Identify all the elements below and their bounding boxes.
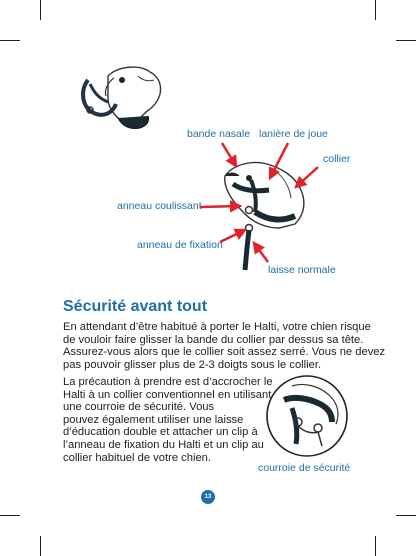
paragraph-1 <box>63 321 386 371</box>
arrow-laniere-de-joue <box>270 143 288 178</box>
strap-caption: courroie de sécurité <box>258 462 351 474</box>
paragraph-2-line: La précaution à prendre est d’accrocher le <box>63 376 273 388</box>
paragraph-1-line: pas pouvoir glisser plus de 2-3 doigts sous le collier. <box>63 358 322 371</box>
paragraph-2-line: pouvez également utiliser une laisse <box>63 413 244 426</box>
arrow-laisse-normale <box>254 243 268 262</box>
paragraph-2-line: une courroie de sécurité. Vous <box>63 401 215 414</box>
paragraph-1-line: de vouloir faire glisser la bande du collier par dessus sa tête. <box>63 333 364 346</box>
page-number-badge: 13 <box>201 490 215 504</box>
paragraph-2 <box>63 376 273 464</box>
arrow-anneau-coulissant <box>200 206 240 207</box>
paragraph-2-line: Halti à un collier conventionnel en utilisant <box>63 388 272 401</box>
label-bande-nasale: bande nasale <box>187 128 251 140</box>
paragraph-1-line: Assurez-vous alors que le collier soit assez serré. Vous ne devez <box>63 346 386 359</box>
safety-strap-illustration <box>262 374 352 458</box>
label-laniere-de-joue: lanière de joue <box>259 128 328 140</box>
label-anneau-de-fixation: anneau de fixation <box>137 239 223 251</box>
section-heading: Sécurité avant tout <box>63 298 208 315</box>
paragraph-2-line: l’anneau de fixation du Halti et un clip au <box>63 438 264 451</box>
arrow-anneau-de-fixation <box>220 230 245 242</box>
label-laisse-normale: laisse normale <box>268 264 336 276</box>
arrow-collier <box>296 167 318 187</box>
paragraph-2-line: collier habituel de votre chien. <box>63 451 212 464</box>
label-anneau-coulissant: anneau coulissant <box>117 200 202 212</box>
paragraph-1-line: En attendant d’être habitué à porter le Halti, votre chien risque <box>63 321 371 333</box>
label-collier: collier <box>323 153 351 165</box>
paragraph-2-line: d’éducation double et attacher un clip à <box>63 426 258 439</box>
arrow-bande-nasale <box>222 143 236 166</box>
